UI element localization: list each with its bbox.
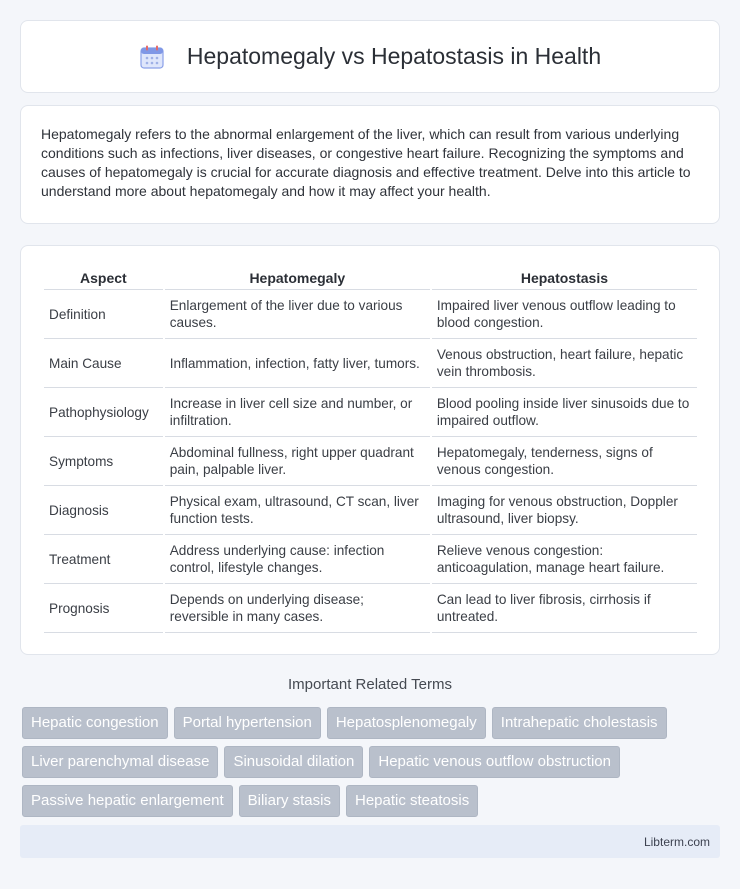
comparison-table [42, 264, 699, 633]
header-aspect: Aspect [44, 264, 163, 290]
related-term-tag[interactable]: Liver parenchymal disease [22, 746, 218, 778]
hepatomegaly-cell: Address underlying cause: infection control, lifestyle changes. [165, 535, 430, 584]
aspect-cell: Diagnosis [44, 486, 163, 535]
table-row [44, 535, 697, 584]
hepatostasis-cell: Relieve venous congestion: anticoagulation, manage heart failure. [432, 535, 697, 584]
related-term-tag[interactable]: Intrahepatic cholestasis [492, 707, 667, 739]
related-terms-list [22, 707, 722, 817]
related-term-tag[interactable]: Hepatic venous outflow obstruction [369, 746, 620, 778]
calendar-icon [139, 44, 165, 70]
footer-site-link[interactable]: Libterm.com [643, 834, 710, 849]
hepatostasis-cell: Venous obstruction, heart failure, hepatic vein thrombosis. [432, 339, 697, 388]
related-term-tag[interactable]: Hepatic congestion [22, 707, 168, 739]
aspect-cell: Main Cause [44, 339, 163, 388]
hepatomegaly-cell: Physical exam, ultrasound, CT scan, liver function tests. [165, 486, 430, 535]
aspect-cell: Prognosis [44, 584, 163, 633]
hepatomegaly-cell: Increase in liver cell size and number, or infiltration. [165, 388, 430, 437]
table-row [44, 339, 697, 388]
hepatomegaly-cell: Inflammation, infection, fatty liver, tumors. [165, 339, 430, 388]
hepatostasis-cell: Imaging for venous obstruction, Doppler ultrasound, liver biopsy. [432, 486, 697, 535]
intro-card [20, 105, 720, 224]
table-row [44, 584, 697, 633]
table-row [44, 290, 697, 339]
aspect-cell: Definition [44, 290, 163, 339]
related-term-tag[interactable]: Biliary stasis [239, 785, 340, 817]
hepatostasis-cell: Hepatomegaly, tenderness, signs of venous congestion. [432, 437, 697, 486]
hepatomegaly-cell: Enlargement of the liver due to various causes. [165, 290, 430, 339]
comparison-card [20, 245, 720, 655]
related-term-tag[interactable]: Hepatosplenomegaly [327, 707, 486, 739]
footer [20, 825, 720, 858]
aspect-cell: Symptoms [44, 437, 163, 486]
related-term-tag[interactable]: Hepatic steatosis [346, 785, 478, 817]
related-term-tag[interactable]: Portal hypertension [174, 707, 321, 739]
intro-paragraph: Hepatomegaly refers to the abnormal enlargement of the liver, which can result from various underlying conditions such as infections, liver diseases, or congestive heart failure. Recognizing the symptoms and causes of hepatomegaly is crucial for accurate diagnosis and effective treatment. Delve into this article to understand more about hepatomegaly and how it may affect your health. [41, 126, 691, 199]
page-title: Hepatomegaly vs Hepatostasis in Health [186, 43, 602, 69]
table-row [44, 388, 697, 437]
related-term-tag[interactable]: Sinusoidal dilation [224, 746, 363, 778]
related-term-tag[interactable]: Passive hepatic enlargement [22, 785, 233, 817]
related-terms-heading: Important Related Terms [288, 676, 452, 693]
hepatomegaly-cell: Abdominal fullness, right upper quadrant pain, palpable liver. [165, 437, 430, 486]
table-header-row [44, 264, 697, 290]
aspect-cell: Pathophysiology [44, 388, 163, 437]
table-row [44, 437, 697, 486]
hepatostasis-cell: Can lead to liver fibrosis, cirrhosis if untreated. [432, 584, 697, 633]
hepatomegaly-cell: Depends on underlying disease; reversible in many cases. [165, 584, 430, 633]
aspect-cell: Treatment [44, 535, 163, 584]
header-hepatostasis: Hepatostasis [432, 264, 697, 290]
hepatostasis-cell: Impaired liver venous outflow leading to blood congestion. [432, 290, 697, 339]
hepatostasis-cell: Blood pooling inside liver sinusoids due to impaired outflow. [432, 388, 697, 437]
header-card [20, 20, 720, 93]
table-row [44, 486, 697, 535]
header-hepatomegaly: Hepatomegaly [165, 264, 430, 290]
